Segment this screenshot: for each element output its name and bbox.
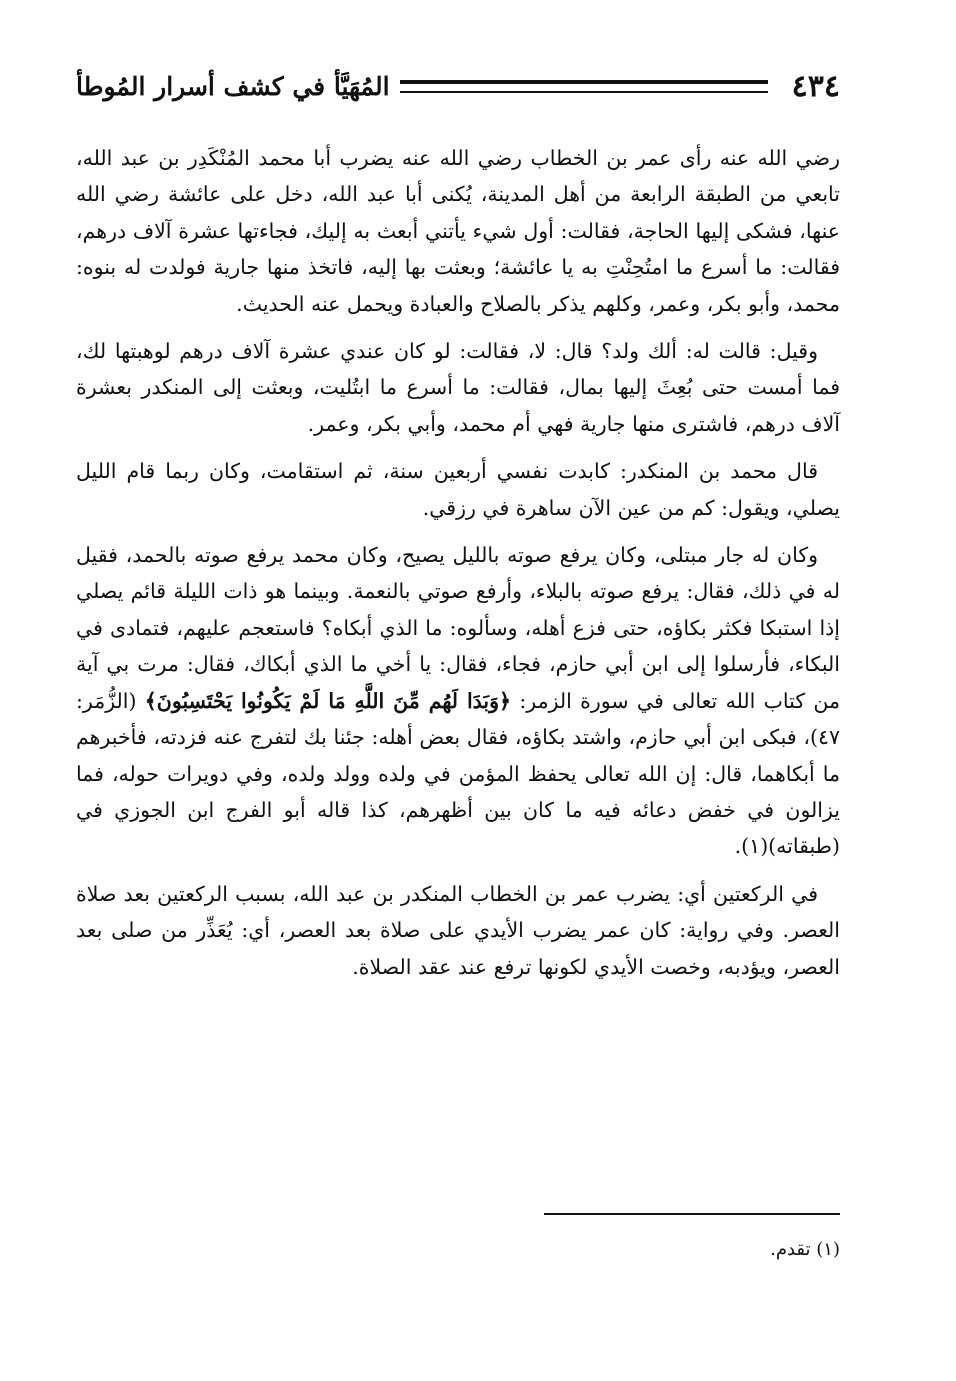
footnote: (١) تقدم. (770, 1239, 840, 1260)
page-header (76, 64, 840, 108)
header-rule (400, 80, 768, 93)
book-title: المُهَيَّأ في كشف أسرار المُوطأ (76, 71, 390, 101)
footnote-separator (544, 1213, 840, 1215)
paragraph-3: قال محمد بن المنكدر: كابدت نفسي أربعين سنة، ثم استقامت، وكان ربما قام الليل يصلي، ويقول: كم من عين الآن ساهرة في رزقي. (76, 459, 840, 520)
paragraph-5: في الركعتين أي: يضرب عمر بن الخطاب المنكدر بن عبد الله، بسبب الركعتين بعد صلاة العصر. وفي رواية: كان عمر يضرب الأيدي على صلاة بعد العصر، أي: يُعَذِّر من صلى بعد العصر، ويؤدبه، وخصت الأيدي لكونها ترفع عند عقد الصلاة. (76, 881, 840, 979)
quran-verse: ﴿وَبَدَا لَهُم مِّنَ اللَّهِ مَا لَمْ يَكُونُوا يَحْتَسِبُونَ﴾ (144, 688, 512, 713)
paragraph-4-text-before: وكان له جار مبتلى، وكان يرفع صوته بالليل يصيح، وكان محمد يرفع صوته بالحمد، فقيل له في ذلك، فقال: يرفع صوته بالبلاء، وأرفع صوتي بالنعمة. وبينما هو ذات الليلة قائم يصلي إذا استبكا فكثر بكاؤه، حتى فزع أهله، وسألوه: ما الذي أبكاه؟ فاستعجم عليهم، فتمادى في البكاء، فأرسلوا إلى ابن أبي حازم، فجاء، فقال: يا أخي ما الذي أبكاك، فقال: مرت بي آية من كتاب الله تعالى في سورة الزمر: (76, 543, 841, 713)
paragraph-2: وقيل: قالت له: ألك ولد؟ قال: لا، فقالت: لو كان عندي عشرة آلاف درهم لوهبتها لك، فما أمست حتى بُعِثَ إليها بمال، فقالت: ما أسرع ما ابتُليت، وبعثت إلى المنكدر بعشرة آلاف درهم، فاشترى منها جارية فهي أم محمد، وأبي بكر، وعمر. (76, 339, 840, 436)
main-text (76, 140, 840, 996)
paragraph-4 (76, 537, 840, 865)
paragraph-1: رضي الله عنه رأى عمر بن الخطاب رضي الله عنه يضرب أبا محمد المُنْكَدِر بن عبد الله، تابعي من الطبقة الرابعة من أهل المدينة، يُكنى أبا عبد الله، دخل على عائشة رضي الله عنها، فشكى إليها الحاجة، فقالت: أول شيء يأتني أبعث به إليك، فجاءتها عشرة آلاف درهم، فقالت: ما أسرع ما امتُحِنْتِ به يا عائشة؛ وبعثت بها إليه، فاتخذ منها جارية فولدت له بنوه: محمد، وأبو بكر، وعمر، وكلهم يذكر بالصلاح والعبادة ويحمل عنه الحديث. (76, 146, 840, 316)
page-number: ٤٣٤ (791, 68, 840, 104)
paragraph-4-text-after: (الزُّمَر: ٤٧)، فبكى ابن أبي حازم، واشتد بكاؤه، فقال بعض أهله: جئنا بك لتفرج عنه فزدته، فأخبرهم ما أبكاهما، قال: إن الله تعالى يحفظ المؤمن في ولده وولد ولده، وفي دويرات حوله، فما يزالون في خفض دعائه فيه ما كان بين أظهرهم، كذا قاله أبو الفرج ابن الجوزي في (طبقاته)(١). (76, 688, 840, 859)
